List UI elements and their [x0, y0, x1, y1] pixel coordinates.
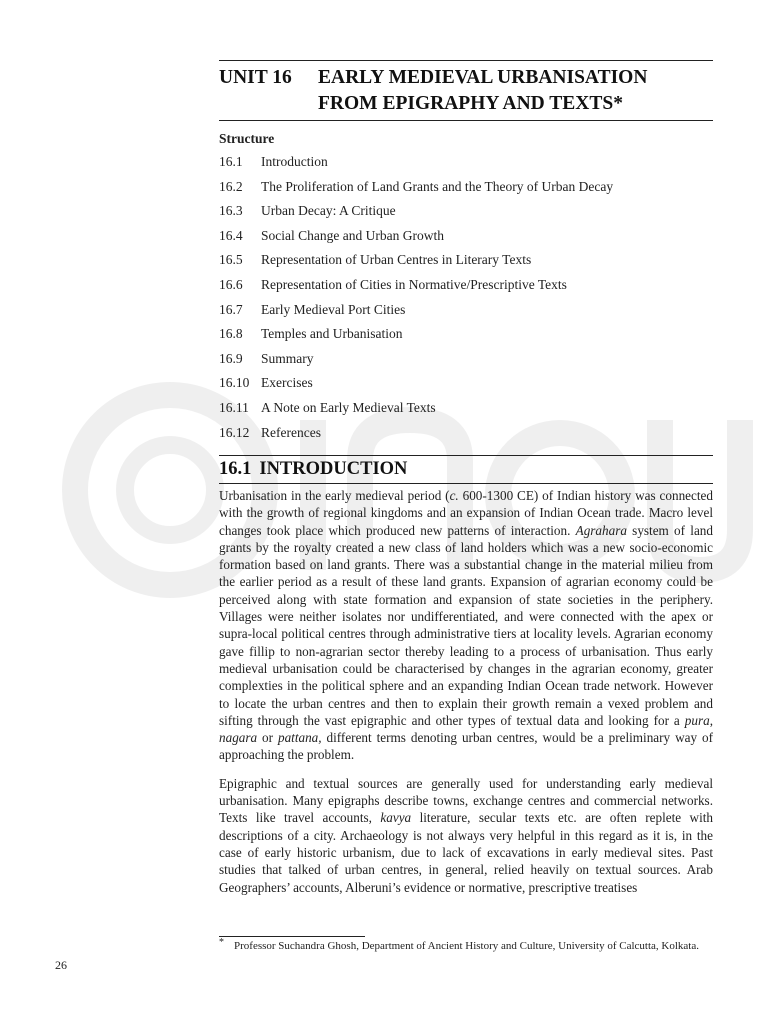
toc-label: Summary	[261, 350, 314, 366]
toc-number: 16.4	[219, 227, 243, 243]
toc-item	[219, 273, 719, 298]
text-run: Epigraphic and textual sources are generally used for understanding early medieval urbanisation. Many epigraphs describe towns, exchange centres and commercial networks. Texts like travel accounts,	[219, 775, 713, 826]
toc-label: Temples and Urbanisation	[261, 326, 403, 342]
page-number: 26	[55, 958, 67, 972]
toc-number: 16.12	[219, 424, 250, 440]
unit-title-line-1	[219, 65, 713, 91]
paragraph-1	[219, 487, 713, 764]
toc-number: 16.3	[219, 203, 243, 219]
italic-run: c.	[449, 488, 459, 503]
italic-run: Agrahara	[575, 522, 627, 538]
toc-label: Urban Decay: A Critique	[261, 203, 396, 219]
toc-label: A Note on Early Medieval Texts	[261, 399, 436, 415]
italic-run: nagara	[219, 730, 258, 746]
toc-label: Introduction	[261, 154, 328, 169]
toc-item	[219, 199, 719, 224]
toc-item	[219, 224, 719, 249]
footnote	[219, 939, 713, 954]
toc-number: 16.1	[219, 154, 243, 169]
toc-item	[219, 175, 719, 200]
body-text	[219, 487, 713, 907]
text-run: system of land grants by the royalty created a new class of land holders which was a new socio-economic formation based on land grants. There was a substantial change in the material milieu from the earlier period as a result of these land grants. Expansion of agrarian economy could be perceived along with state formation and expansion of state societies in the periphery. Villages were neither isolates nor undifferentiated, and were connected with the apex or supra-local political centres through administrative tiers at locality levels. Agrarian economy gave fillip to non-agrarian sector thereby leading to a process of urbanisation. Thus early medieval urbanisation could be characterised by changes in the agrarian economy, greater complexties in the political sphere and an expanding Indian Ocean trade network. However to locate the urban centres and then to explain their growth remain a vexed problem and sifting through the vast epigraphic and other types of textual data and looking for a	[219, 522, 713, 728]
section-number: 16.1	[219, 459, 252, 479]
text-run: Urbanisation in the early medieval period (	[219, 488, 450, 503]
italic-run: kavya	[380, 810, 412, 826]
footnote-text: Professor Suchandra Ghosh, Department of Ancient History and Culture, University of Calcutta, Kolkata.	[234, 940, 699, 952]
toc-item	[219, 322, 719, 347]
toc-label: Representation of Urban Centres in Literary Texts	[261, 252, 532, 268]
toc-label: Social Change and Urban Growth	[261, 227, 444, 243]
section-title: INTRODUCTION	[259, 459, 408, 479]
footnote-rule	[219, 936, 365, 937]
toc-item	[219, 396, 719, 421]
text-run: different terms denoting urban centres, would be a preliminary way of approaching the problem.	[219, 730, 713, 763]
paragraph-2	[219, 775, 713, 896]
toc-number: 16.6	[219, 276, 243, 292]
toc-label: Early Medieval Port Cities	[261, 301, 406, 317]
text-run: literature, secular texts etc. are often replete with descriptions of a city. Archaeology is not always very helpful in this regard as it is, in the case of early historic urbanism, due to lack of excavations in early medieval sites. Past studies that talked of urban centres, in general, relied heavily on textual sources. Arab Geographers’ accounts, Alberuni’s evidence or normative, prescriptive treatises	[219, 810, 713, 895]
text-run: 600-1300 CE) of Indian history was connected with the growth of regional kingdoms and an expansion of Indian Ocean trade. Macro level changes took place which produced new patterns of interaction.	[219, 488, 713, 538]
toc-item	[219, 298, 719, 323]
toc-number: 16.9	[219, 350, 243, 366]
toc-number: 16.10	[219, 375, 250, 391]
structure-title: Structure	[219, 131, 275, 146]
italic-run: pattana,	[277, 730, 322, 746]
toc-item	[219, 347, 719, 372]
text-run: or	[257, 730, 278, 746]
unit-title-line-2: FROM EPIGRAPHY AND TEXTS*	[318, 93, 623, 114]
toc-item	[219, 371, 719, 396]
toc-label: Representation of Cities in Normative/Prescriptive Texts	[261, 276, 567, 292]
toc-label: Exercises	[261, 375, 313, 391]
structure-toc	[219, 128, 719, 445]
unit-label: UNIT 16	[219, 67, 292, 88]
toc-item	[219, 421, 719, 446]
unit-title-part-1: EARLY MEDIEVAL URBANISATION	[318, 67, 648, 88]
toc-number: 16.2	[219, 178, 243, 194]
toc-number: 16.11	[219, 399, 249, 415]
toc-number: 16.8	[219, 326, 243, 342]
footnote-marker: *	[219, 937, 224, 948]
toc-number: 16.5	[219, 252, 243, 268]
text-run: ,	[709, 712, 713, 728]
toc-number: 16.7	[219, 301, 243, 317]
section-heading	[219, 455, 713, 484]
toc-item	[219, 248, 719, 273]
toc-item	[219, 150, 719, 175]
italic-run: pura	[684, 712, 710, 728]
toc-label: References	[261, 424, 321, 440]
toc-label: The Proliferation of Land Grants and the Theory of Urban Decay	[261, 178, 614, 194]
unit-header	[219, 60, 713, 121]
